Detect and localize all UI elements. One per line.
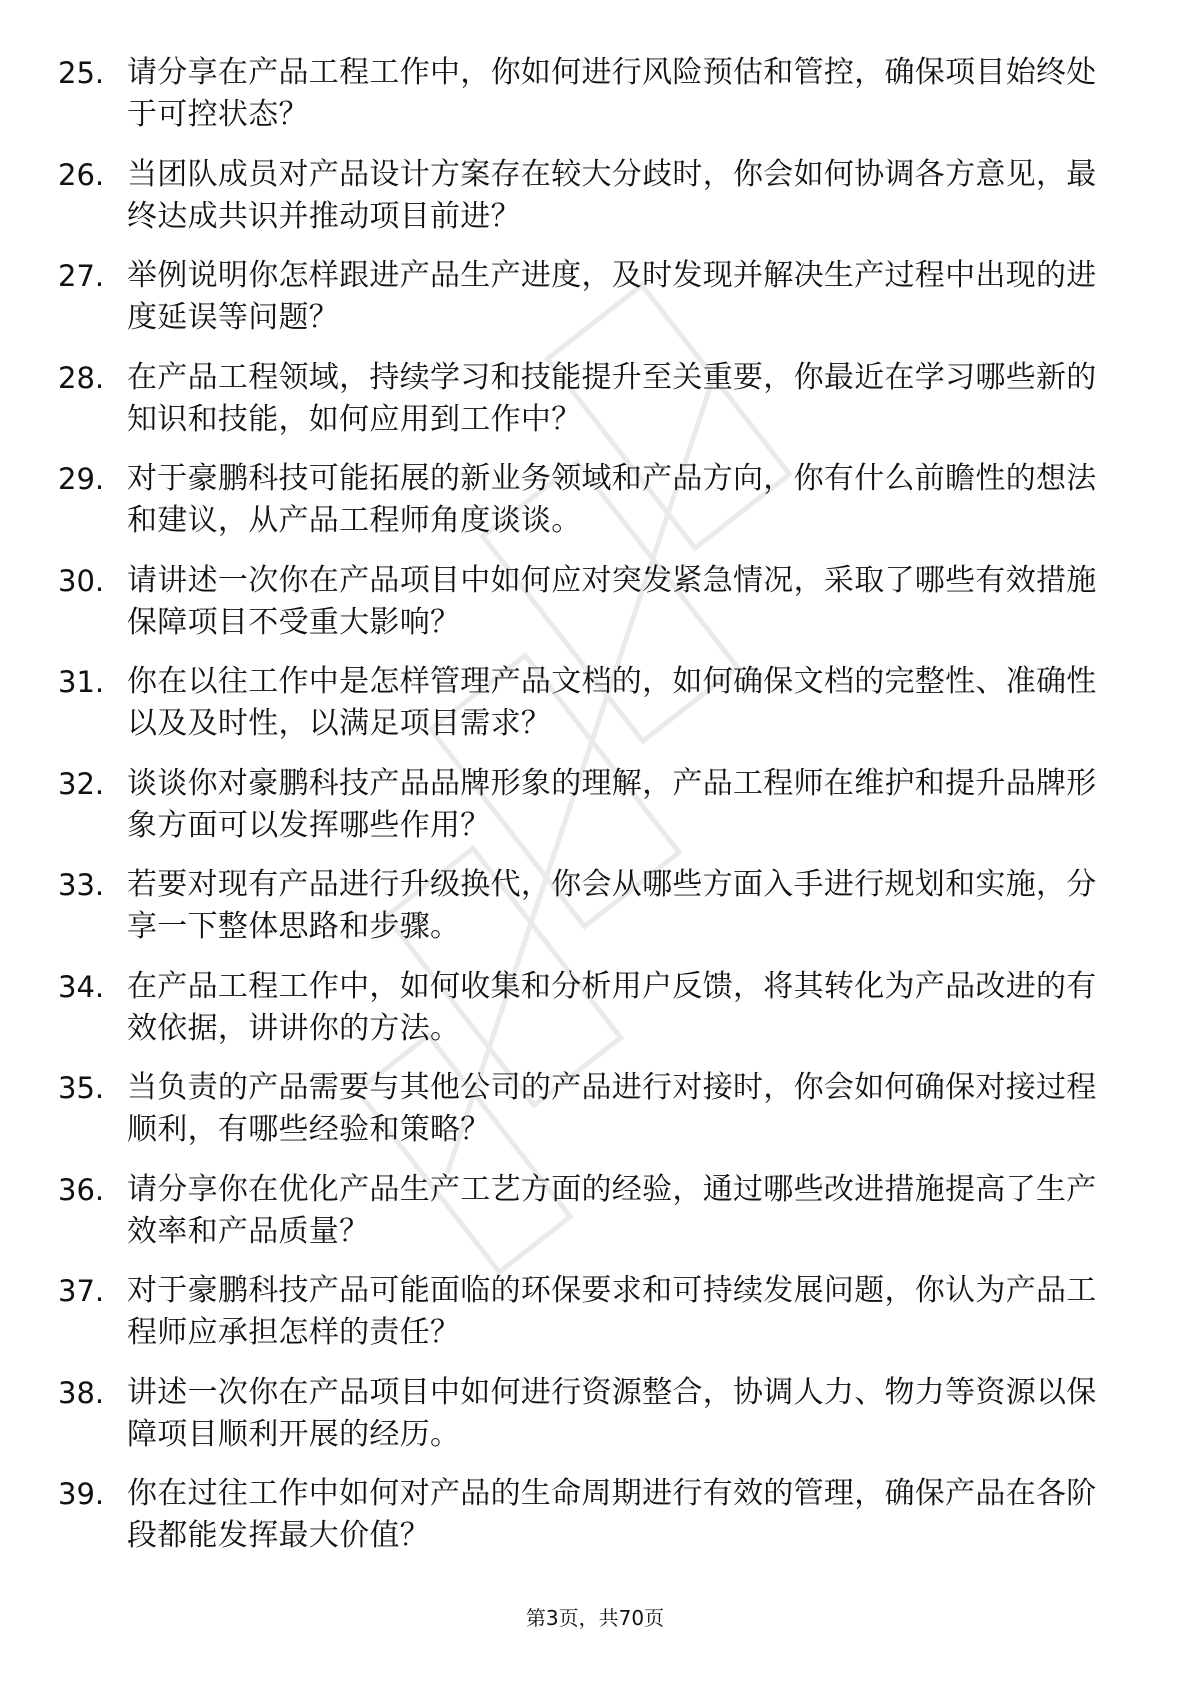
question-item	[58, 1270, 1120, 1354]
question-item	[58, 661, 1120, 745]
question-item	[58, 1067, 1120, 1151]
question-number: 25.	[58, 56, 105, 90]
question-number: 32.	[58, 766, 105, 801]
question-text: 若要对现有产品进行升级换代，你会从哪些方面入手进行规划和实施，分享一下整体思路和步骤。	[127, 867, 1097, 944]
question-number: 35.	[58, 1071, 105, 1105]
question-text: 当负责的产品需要与其他公司的产品进行对接时，你会如何确保对接过程顺利，有哪些经验和策略？	[127, 1070, 1097, 1147]
question-text: 请分享你在优化产品生产工艺方面的经验，通过哪些改进措施提高了生产效率和产品质量？	[127, 1171, 1097, 1249]
question-number: 37.	[58, 1274, 105, 1308]
question-number: 28.	[58, 360, 105, 395]
question-item	[58, 255, 1120, 339]
question-text: 在产品工程领域，持续学习和技能提升至关重要，你最近在学习哪些新的知识和技能，如何应用到工作中？	[127, 359, 1097, 437]
question-number: 27.	[58, 259, 105, 293]
question-item	[58, 154, 1120, 238]
question-number: 34.	[58, 969, 105, 1004]
page-footer: 第3页，共70页	[525, 1606, 665, 1630]
question-text: 对于豪鹏科技可能拓展的新业务领域和产品方向，你有什么前瞻性的想法和建议，从产品工程师角度谈谈。	[127, 461, 1097, 538]
question-text: 你在以往工作中是怎样管理产品文档的，如何确保文档的完整性、准确性以及及时性，以满足项目需求？	[127, 664, 1097, 741]
question-item	[58, 52, 1120, 136]
question-text: 当团队成员对产品设计方案存在较大分歧时，你会如何协调各方意见，最终达成共识并推动项目前进？	[127, 156, 1097, 234]
question-number: 31.	[58, 665, 105, 699]
question-item	[58, 864, 1120, 948]
question-item	[58, 966, 1120, 1050]
question-item	[58, 763, 1120, 847]
question-number: 36.	[58, 1172, 105, 1207]
question-item	[58, 1473, 1120, 1557]
question-text: 在产品工程工作中，如何收集和分析用户反馈，将其转化为产品改进的有效依据，讲讲你的方法。	[127, 968, 1097, 1046]
question-number: 26.	[58, 157, 105, 192]
question-number: 39.	[58, 1477, 105, 1511]
question-text: 对于豪鹏科技产品可能面临的环保要求和可持续发展问题，你认为产品工程师应承担怎样的责任？	[127, 1273, 1097, 1350]
question-number: 38.	[58, 1375, 105, 1410]
question-text: 请分享在产品工程工作中，你如何进行风险预估和管控，确保项目始终处于可控状态？	[127, 55, 1097, 132]
question-text: 请讲述一次你在产品项目中如何应对突发紧急情况，采取了哪些有效措施保障项目不受重大影响？	[127, 562, 1097, 640]
question-item	[58, 1169, 1120, 1253]
question-list	[58, 52, 1120, 1575]
question-item	[58, 458, 1120, 542]
question-number: 29.	[58, 462, 105, 496]
question-text: 你在过往工作中如何对产品的生命周期进行有效的管理，确保产品在各阶段都能发挥最大价值？	[127, 1476, 1097, 1553]
question-item	[58, 1372, 1120, 1456]
question-text: 举例说明你怎样跟进产品生产进度，及时发现并解决生产过程中出现的进度延误等问题？	[127, 258, 1097, 335]
question-number: 33.	[58, 868, 105, 902]
question-text: 讲述一次你在产品项目中如何进行资源整合，协调人力、物力等资源以保障项目顺利开展的经历。	[127, 1374, 1097, 1452]
question-item	[58, 357, 1120, 441]
question-number: 30.	[58, 563, 105, 598]
question-text: 谈谈你对豪鹏科技产品品牌形象的理解，产品工程师在维护和提升品牌形象方面可以发挥哪些作用？	[127, 765, 1097, 843]
question-item	[58, 560, 1120, 644]
